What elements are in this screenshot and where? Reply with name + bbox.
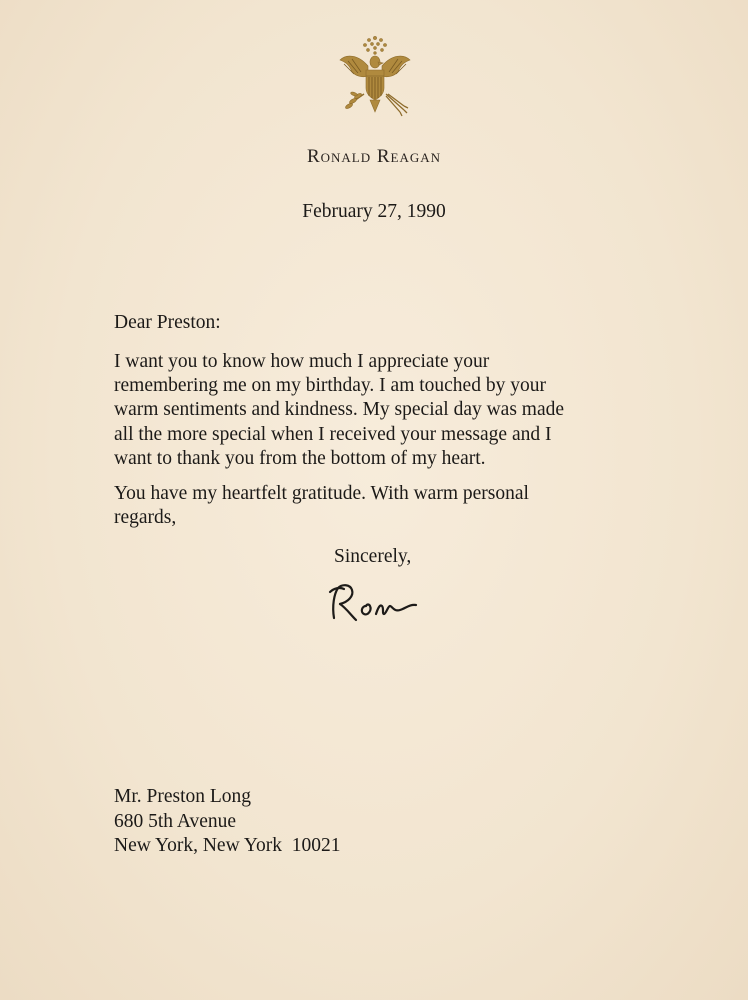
presidential-seal-icon [334,32,416,122]
salutation: Dear Preston: [114,312,221,333]
body-paragraph-1: I want you to know how much I appreciate your remembering me on my birthday. I am touched by your warm sentiments and kindness. My special day was made all the more special when I received your message and I want to thank you from the bottom of my heart. [114,351,565,469]
recipient-street: 680 5th Avenue [114,810,237,832]
recipient-city-state-zip: New York, New York 10021 [114,835,341,856]
letter-date: February 27, 1990 [302,201,446,222]
recipient-address [114,785,340,859]
recipient-name: Mr. Preston Long [114,786,252,807]
body-paragraph-2: You have my heartfelt gratitude. With warm personal regards, [114,483,529,529]
letterhead-name: Ronald Reagan [306,146,442,167]
handwritten-signature [322,578,432,628]
closing: Sincerely, [334,546,412,567]
